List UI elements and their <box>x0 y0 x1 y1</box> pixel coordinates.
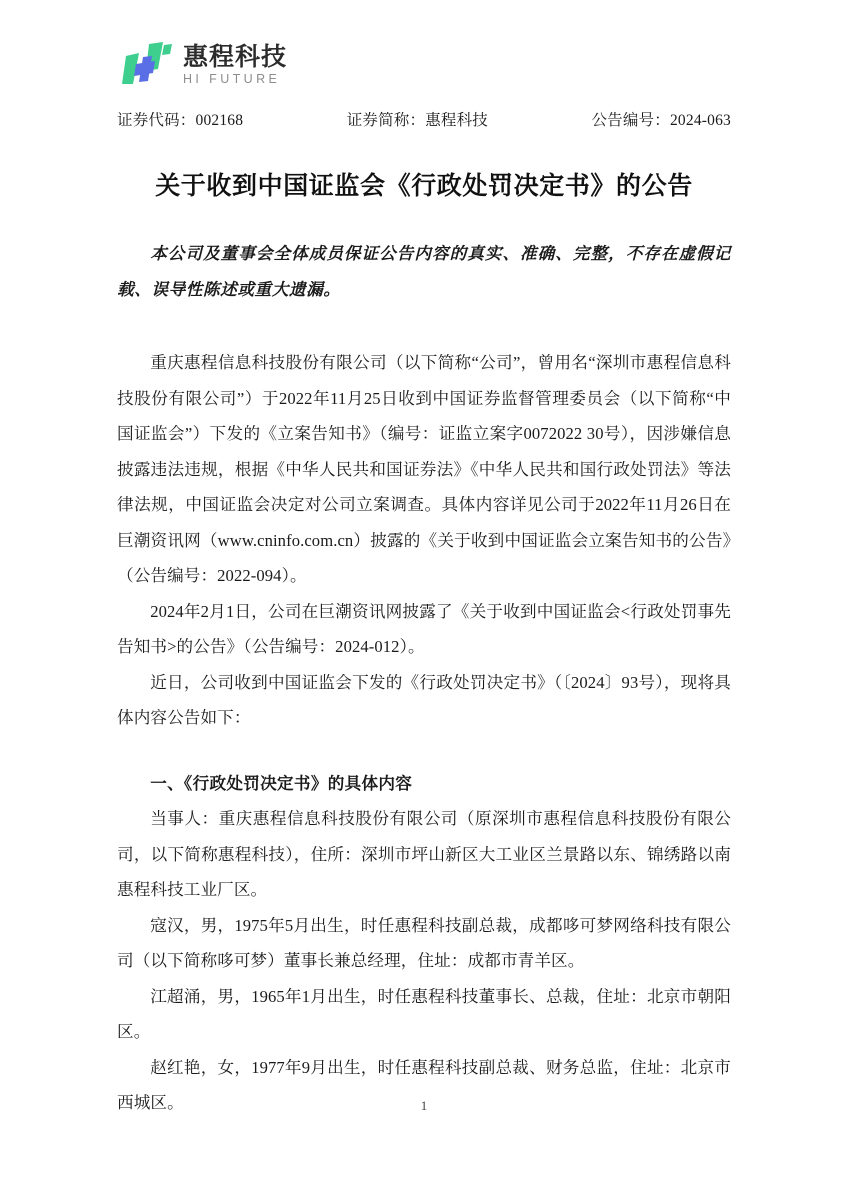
party-person-kou-han: 寇汉，男，1975年5月出生，时任惠程科技副总裁，成都哆可梦网络科技有限公司（以下简称哆可梦）董事长兼总经理，住址：成都市青羊区。 <box>117 915 731 970</box>
section-heading-1: 一、《行政处罚决定书》的具体内容 <box>150 773 413 793</box>
page-number: 1 <box>420 1098 428 1113</box>
party-person-zhao-hongyan: 赵红艳，女，1977年9月出生，时任惠程科技副总裁、财务总监，住址：北京市西城区。 <box>117 1057 731 1112</box>
securities-header-row <box>117 108 731 130</box>
announcement-number: 公告编号：2024-063 <box>591 112 731 129</box>
logo-wordmark <box>183 42 287 86</box>
logo-chinese-name: 惠程科技 <box>183 42 288 71</box>
company-logo <box>122 42 287 86</box>
stock-short-name: 证券简称：惠程科技 <box>346 112 488 129</box>
spacer <box>117 307 731 345</box>
party-person-jiang-chaoyong: 江超涌，男，1965年1月出生，时任惠程科技董事长、总裁，住址：北京市朝阳区。 <box>117 986 731 1041</box>
paragraph-investigation-notice: 重庆惠程信息科技股份有限公司（以下简称“公司”，曾用名“深圳市惠程信息科技股份有限公司”）于2022年11月25日收到中国证券监督管理委员会（以下简称“中国证监会”）下发的《立案告知书》（编号：证监立案字0072022 30号），因涉嫌信息披露违法违规，根据《中华人民共和国证券法》《中华人民共和国行政处罚法》等法律法规，中国证监会决定对公司立案调查。具体内容详见公司于2022年11月26日在巨潮资讯网（www.cninfo.com.cn）披露的《关于收到中国证监会立案告知书的公告》（公告编号：2022-094）。 <box>117 353 731 585</box>
paragraph-prior-notice: 2024年2月1日，公司在巨潮资讯网披露了《关于收到中国证监会<行政处罚事先告知书>的公告》（公告编号：2024-012）。 <box>117 601 731 656</box>
page-title: 关于收到中国证监会《行政处罚决定书》的公告 <box>155 171 693 200</box>
hi-future-logo-icon <box>122 42 174 86</box>
logo-english-name: HI FUTURE <box>183 72 281 87</box>
document-body <box>117 236 731 1121</box>
party-company: 当事人：重庆惠程信息科技股份有限公司（原深圳市惠程信息科技股份有限公司，以下简称惠程科技），住所：深圳市坪山新区大工业区兰景路以东、锦绣路以南惠程科技工业厂区。 <box>117 809 731 899</box>
board-guarantee-statement: 本公司及董事会全体成员保证公告内容的真实、准确、完整，不存在虚假记载、误导性陈述或重大遗漏。 <box>117 244 731 299</box>
paragraph-decision-received: 近日，公司收到中国证监会下发的《行政处罚决定书》（〔2024〕93号），现将具体内容公告如下： <box>117 672 731 727</box>
spacer <box>117 736 731 766</box>
stock-code: 证券代码：002168 <box>117 112 244 129</box>
